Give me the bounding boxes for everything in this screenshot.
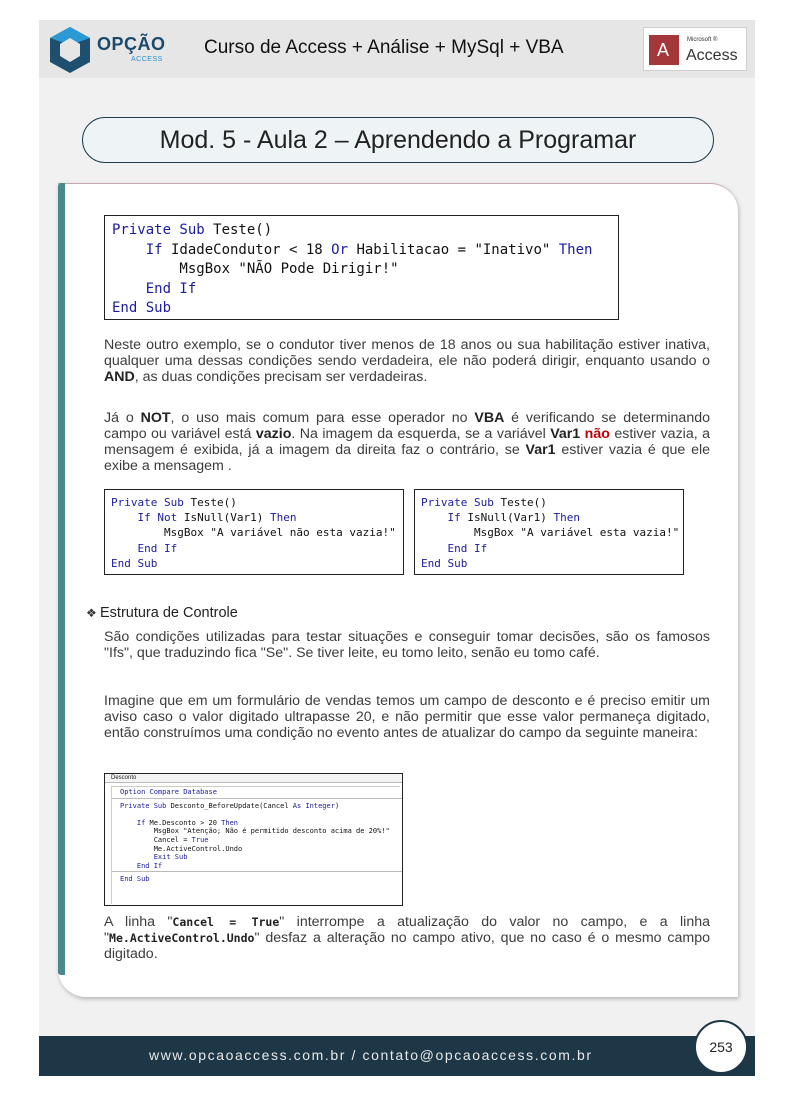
paragraph-discount-example: Imagine que em um formulário de vendas temos um campo de desconto e é preciso emitir um aviso caso o valor digitado ultrapasse 20, e não permitir que esse valor permaneça digitado, então construímos uma condição no evento antes de atualizar do campo da seguinte maneira: [104, 693, 710, 741]
course-title: Curso de Access + Análise + MySql + VBA [204, 37, 564, 58]
editor-code: Option Compare Database Private Sub Desconto_BeforeUpdate(Cancel As Integer) If Me.Desconto > 20 Then MsgBox "Atenção; Não é permitido desconto acima de 20%!" Cancel = True Me.ActiveControl.Undo Exit Sub End If End Sub [111, 786, 400, 904]
page-number: 253 [709, 1039, 733, 1055]
paragraph-cancel-undo: A linha "Cancel = True" interrompe a atualização do valor no campo, e a linha "Me.ActiveControl.Undo" desfaz a alteração no campo ativo, que no caso é o mesmo campo digitado. [104, 914, 711, 962]
code-block-if-not: Private Sub Teste() If Not IsNull(Var1) Then MsgBox "A variável não esta vazia!" End If End Sub [104, 489, 404, 575]
code-block-if-isnull: Private Sub Teste() If IsNull(Var1) Then MsgBox "A variável esta vazia!" End If End Sub [414, 489, 684, 575]
paragraph-or-and: Neste outro exemplo, se o condutor tiver menos de 18 anos ou sua habilitação estiver inativa, qualquer uma dessas condições sendo verdadeira, ele não poderá dirigir, enquanto usando o AND, as duas condições precisam ser verdadeiras. [104, 337, 710, 385]
page-title: Mod. 5 - Aula 2 – Aprendendo a Programar [159, 126, 637, 154]
card-accent-bar [58, 183, 65, 975]
access-logo-microsoft: Microsoft ® [687, 37, 718, 43]
access-icon: A [649, 35, 679, 65]
logo-text: OPÇÃO [97, 34, 166, 54]
section-title: Estrutura de Controle [100, 605, 238, 621]
opcao-access-logo [47, 25, 177, 75]
access-logo-name: Access [686, 47, 738, 64]
paragraph-control-structure: São condições utilizadas para testar situações e conseguir tomar decisões, são os famosos "Ifs", que traduzindo fica "Se". Se tiver leite, eu tomo leito, senão eu tomo café. [104, 629, 710, 661]
footer [39, 1036, 755, 1076]
microsoft-access-logo [643, 27, 747, 71]
page-number-badge [694, 1020, 748, 1074]
vba-editor-screenshot [104, 773, 403, 906]
paragraph-not: Já o NOT, o uso mais comum para esse operador no VBA é verificando se determinando campo ou variável está vazio. Na imagem da esquerda, se a variável Var1 não estiver vazia, a mensagem é exibida, já a imagem da direita faz o contrário, se Var1 estiver vazia é que ele exibe a mensagem . [104, 410, 710, 474]
header [39, 20, 755, 78]
diamond-bullet-icon: ❖ [86, 606, 97, 620]
logo-subtext: ACCESS [131, 56, 163, 63]
code-block-if-or: Private Sub Teste() If IdadeCondutor < 18 Or Habilitacao = "Inativo" Then MsgBox "NÃO Pode Dirigir!" End If End Sub [104, 215, 619, 320]
editor-title: Desconto [105, 774, 402, 783]
section-heading [86, 605, 238, 621]
page-title-box [82, 117, 714, 163]
footer-contact: www.opcaoaccess.com.br / contato@opcaoaccess.com.br [149, 1047, 593, 1063]
hexagon-logo-icon [47, 25, 93, 75]
